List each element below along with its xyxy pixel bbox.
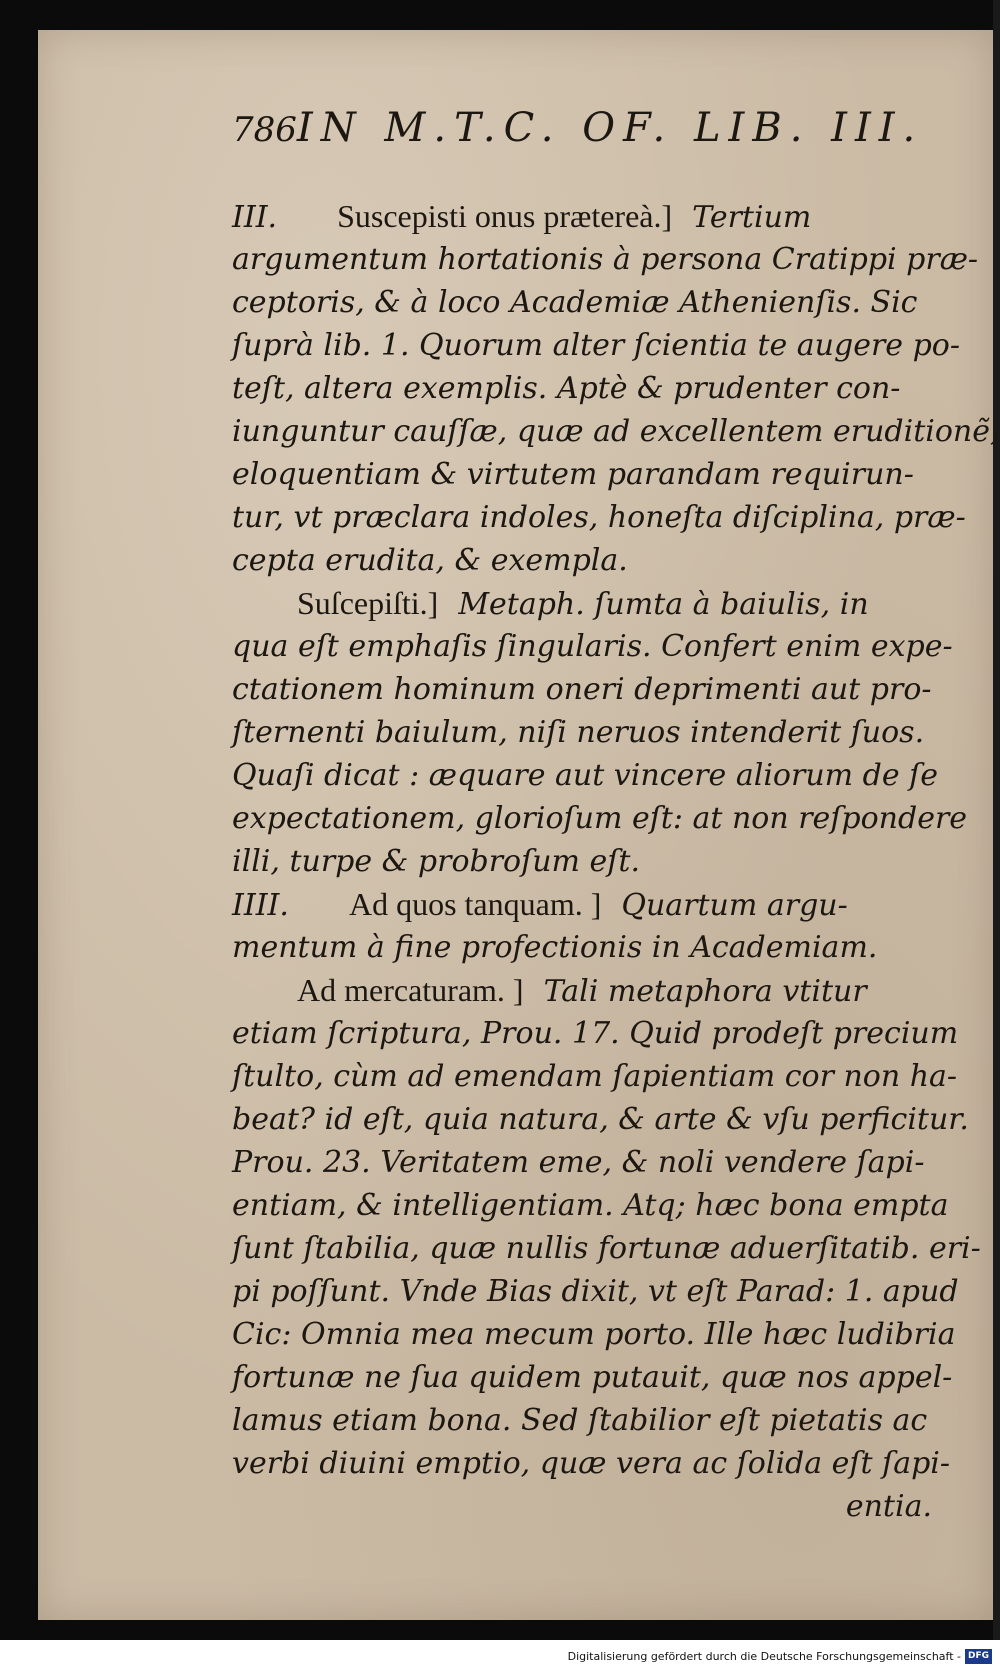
dfg-logo: DFG (965, 1649, 992, 1664)
line-text: ſternenti baiulum, niſi neruos intenderit ſuos. (232, 715, 925, 750)
line-text: ceptoris, & à loco Academiæ Athenienſis. Sic (232, 285, 918, 320)
lemma: Ad quos tanquam. ] (348, 886, 602, 922)
line-text: beat? id eſt, quia natura, & arte & vſu perficitur. (232, 1102, 969, 1137)
line-text: Metaph. ſumta à baiulis, in (458, 587, 869, 622)
running-title: IN M.T.C. OF. LIB. III. (296, 105, 924, 151)
text-line (232, 1012, 959, 1055)
text-line (232, 453, 932, 496)
page-number: 786 (232, 110, 297, 150)
text-line (232, 582, 932, 625)
text-line (232, 1227, 981, 1270)
line-text: etiam ſcriptura, Prou. 17. Quid prodeſt precium (232, 1016, 959, 1051)
line-text: expectationem, glorioſum eſt: at non reſpondere (232, 801, 968, 836)
line-text: ſtulto, cùm ad emendam ſapientiam cor non ha- (232, 1059, 958, 1094)
line-text: Quaſi dicat : æquare aut vincere aliorum de ſe (232, 758, 938, 793)
text-line (232, 840, 932, 883)
text-line (232, 1442, 951, 1485)
text-line (232, 281, 932, 324)
line-text: tur, vt præclara indoles, honeſta diſciplina, præ- (232, 500, 966, 535)
line-text: Tertium (692, 200, 812, 235)
text-line (232, 625, 953, 668)
line-text: verbi diuini emptio, quæ vera ac ſolida eſt ſapi- (232, 1446, 951, 1481)
line-text: pi poſſunt. Vnde Bias dixit, vt eſt Parad: 1. apud (232, 1274, 959, 1309)
text-line (232, 1485, 932, 1528)
text-line (232, 539, 932, 582)
line-text: entia. (845, 1489, 932, 1524)
page-edge-shadow (993, 0, 1000, 1640)
line-text: argumentum hortationis à persona Cratippi præ- (232, 242, 979, 277)
line-text: qua eſt emphaſis ſingularis. Confert enim expe- (232, 629, 953, 664)
text-line (232, 367, 932, 410)
text-line (232, 754, 938, 797)
line-text: Cic: Omnia mea mecum porto. Ille hæc ludibria (232, 1317, 956, 1352)
line-text: ſuprà lib. 1. Quorum alter ſcientia te augere po- (232, 328, 960, 363)
section-numeral: IIII. (232, 888, 289, 923)
line-text: illi, turpe & probroſum eſt. (232, 844, 640, 879)
lemma: Suscepisti onus prætereà.] (337, 198, 673, 234)
text-line (232, 195, 932, 238)
text-line (232, 1098, 969, 1141)
line-text: Prou. 23. Veritatem eme, & noli vendere ſapi- (232, 1145, 925, 1180)
digitization-footer (0, 1640, 1000, 1673)
text-line (232, 926, 932, 969)
text-line (232, 1313, 956, 1356)
text-line (232, 668, 932, 711)
line-text: ſunt ſtabilia, quæ nullis fortunæ aduerſitatib. eri- (232, 1231, 981, 1266)
line-text: teſt, altera exemplis. Aptè & prudenter con- (232, 371, 901, 406)
line-text: mentum à fine profectionis in Academiam. (232, 930, 878, 965)
text-line (232, 883, 932, 926)
line-text: iunguntur cauſſæ, quæ ad excellentem eruditionẽ, (232, 414, 1000, 449)
text-line (232, 1356, 953, 1399)
line-text: entiam, & intelligentiam. Atq; hæc bona empta (232, 1188, 949, 1223)
text-line (232, 711, 932, 754)
lemma: Ad mercaturam. ] (297, 972, 524, 1008)
text-line (232, 496, 966, 539)
text-line (232, 1270, 959, 1313)
text-line (232, 969, 932, 1012)
text-line (232, 1141, 932, 1184)
text-line (232, 324, 960, 367)
text-line (232, 1184, 949, 1227)
line-text: Tali metaphora vtitur (543, 974, 867, 1009)
text-line (232, 410, 1000, 453)
line-text: Quartum argu- (621, 888, 848, 923)
text-line (232, 1399, 932, 1442)
line-text: cepta erudita, & exempla. (232, 543, 628, 578)
line-text: lamus etiam bona. Sed ſtabilior eſt pietatis ac (232, 1403, 928, 1438)
funding-credit: Digitalisierung gefördert durch die Deutsche Forschungsgemeinschaft - (567, 1650, 961, 1663)
commentary-text (232, 195, 1000, 1528)
line-text: eloquentiam & virtutem parandam requirun- (232, 457, 914, 492)
lemma: Suſcepiſti.] (297, 585, 439, 621)
text-line (232, 1055, 958, 1098)
page-header (232, 105, 922, 165)
line-text: fortunæ ne ſua quidem putauit, quæ nos appel- (232, 1360, 953, 1395)
text-line (232, 238, 979, 281)
text-line (232, 797, 968, 840)
section-numeral: III. (232, 200, 278, 235)
line-text: ctationem hominum oneri deprimenti aut pro- (232, 672, 932, 707)
